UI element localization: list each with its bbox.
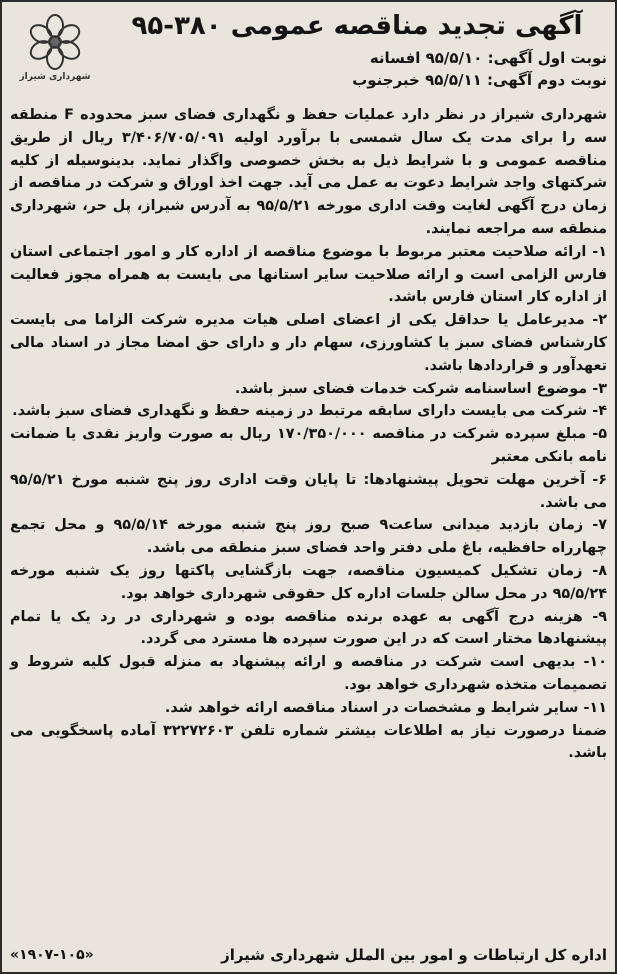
closing-paragraph: ضمنا درصورت نیاز به اطلاعات بیشتر شماره تلفن ۳۲۲۷۲۶۰۳ آماده پاسخگویی می باشد.: [10, 722, 607, 762]
notice-footer: [10, 946, 607, 964]
notice-body: [10, 104, 607, 765]
condition-item: ۳- موضوع اساسنامه شرکت خدمات فضای سبز باشد.: [234, 380, 607, 397]
condition-item: ۴- شرکت می بایست دارای سابقه مرتبط در زمینه حفظ و نگهداری فضای سبز باشد.: [12, 403, 607, 420]
condition-item: ۲- مدیرعامل یا حداقل یکی از اعضای اصلی هیات مدیره شرکت الزاما می بایست کارشناس فضای سبز یا کشاورزی، سهام دار و دارای حق امضا مجاز در اسناد مالی تعهدآور و قراردادها باشد.: [10, 312, 607, 374]
notice-title: آگهی تجدید مناقصه عمومی ۳۸۰-۹۵: [131, 11, 583, 41]
condition-item: ۱- ارائه صلاحیت معتبر مربوط با موضوع مناقصه از اداره کار و امور اجتماعی استان فارس الزامی است و ارائه صلاحیت سایر استانها می بایست به همراه مجوز فعالیت از اداره کار استان فارس باشد.: [10, 243, 607, 306]
condition-item: ۶- آخرین مهلت تحویل پیشنهادها: تا پایان وقت اداری روز پنج شنبه مورخ ۹۵/۵/۲۱ می باشد.: [10, 471, 607, 511]
intro-paragraph: شهرداری شیراز در نظر دارد عملیات حفظ و نگهداری فضای سبز محدوده F منطقه سه را برای مدت یک سال شمسی با برآورد اولیه ۳/۴۰۶/۷۰۵/۰۹۱ ریال از طریق مناقصه عمومی و با شرایط ذیل به بخش خصوصی واگذار نماید. بدینوسیله از کلیه شرکتهای واجد شرایط دعوت به عمل می آید. جهت اخذ اوراق و شرکت در مناقصه از زمان درج آگهی لغایت وقت اداری مورخه ۹۵/۵/۲۱ به آدرس شیراز، پل حر، شهرداری منطقه سه مراجعه نمایند.: [10, 107, 608, 237]
logo-caption: شهرداری شیراز: [19, 72, 91, 82]
notice-header: [10, 8, 607, 104]
condition-item: ۹- هزینه درج آگهی به عهده برنده مناقصه بوده و شهرداری در رد یک یا تمام پیشنهادها مختار است که در این صورت سپرده ها مسترد می گردد.: [10, 608, 607, 648]
first-round-date: نوبت اول آگهی: ۹۵/۵/۱۰ افسانه: [369, 49, 607, 67]
condition-item: ۱۰- بدیهی است شرکت در مناقصه و ارائه پیشنهاد به منزله قبول کلیه شروط و تصمیمات متخذه شهرداری خواهد بود.: [10, 654, 607, 693]
reference-number: «۱۹۰۷-۱۰۵»: [10, 947, 94, 963]
signature-line: اداره کل ارتباطات و امور بین الملل شهرداری شیراز: [221, 946, 607, 964]
shiraz-municipality-logo: [12, 12, 98, 94]
flower-emblem-icon: [12, 12, 98, 74]
condition-item: ۸- زمان تشکیل کمیسیون مناقصه، جهت بازگشایی پاکتها روز یک شنبه مورخه ۹۵/۵/۲۴ در محل سالن جلسات اداره کل حقوقی شهرداری خواهد بود.: [10, 562, 607, 602]
second-round-date: نوبت دوم آگهی: ۹۵/۵/۱۱ خبرجنوب: [352, 71, 607, 89]
condition-item: ۷- زمان بازدید میدانی ساعت۹ صبح روز پنج شنبه مورخه ۹۵/۵/۱۴ و محل تجمع چهارراه حافظیه، باغ ملی دفتر واحد فضای سبز منطقه می باشد.: [10, 517, 608, 557]
condition-item: ۱۱- سایر شرایط و مشخصات در اسناد مناقصه ارائه خواهد شد.: [164, 699, 607, 716]
condition-item: ۵- مبلغ سپرده شرکت در مناقصه ۱۷۰/۳۵۰/۰۰۰ ریال به صورت واریز نقدی یا ضمانت نامه بانکی معتبر: [10, 426, 607, 465]
